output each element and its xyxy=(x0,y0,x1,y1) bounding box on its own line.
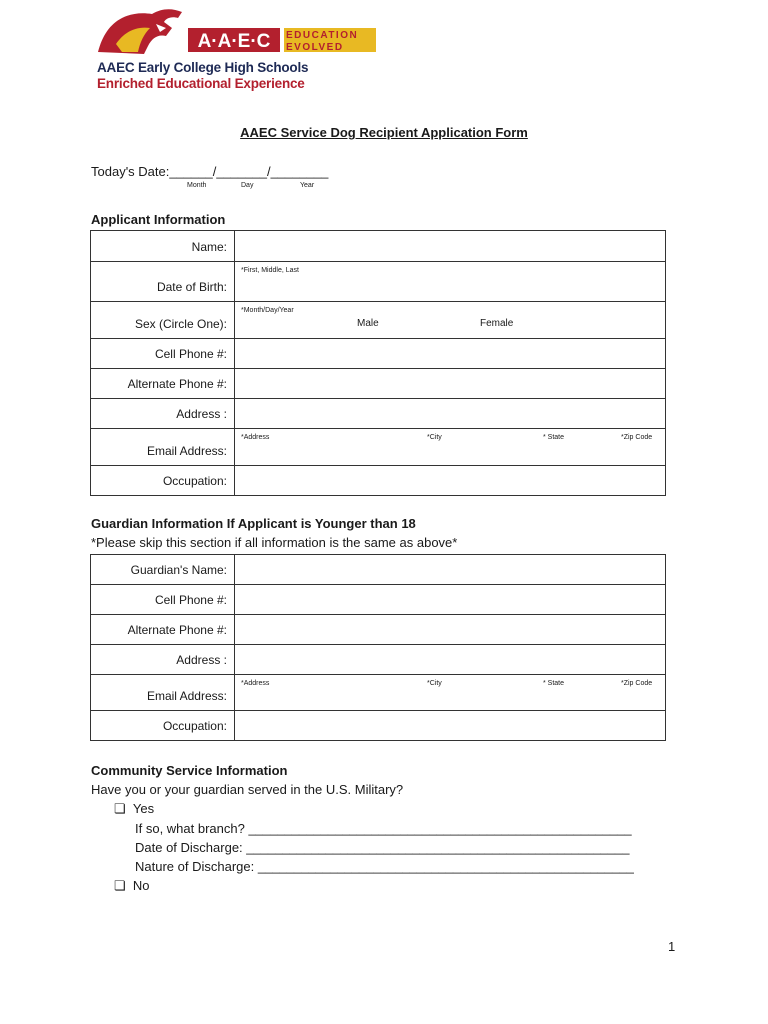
table-row xyxy=(91,262,666,302)
guardian-address-hint: *Address xyxy=(241,680,270,687)
discharge-date-field[interactable]: Date of Discharge: _____________________________________________________ xyxy=(135,840,630,855)
occupation-label: Occupation: xyxy=(91,466,235,496)
name-label: Name: xyxy=(91,231,235,262)
guardian-email-field[interactable] xyxy=(235,675,666,711)
table-row xyxy=(91,711,666,741)
guardian-occupation-field[interactable] xyxy=(235,711,666,741)
guardian-note: *Please skip this section if all information is the same as above* xyxy=(91,535,458,550)
applicant-table xyxy=(90,230,666,496)
page-number: 1 xyxy=(668,939,676,954)
applicant-heading: Applicant Information xyxy=(91,212,226,227)
horse-head-icon xyxy=(98,9,182,54)
dob-hint: *Month/Day/Year xyxy=(241,307,294,314)
community-heading: Community Service Information xyxy=(91,763,288,778)
svg-text:A·A·E·C: A·A·E·C xyxy=(197,31,271,52)
table-row xyxy=(91,555,666,585)
cell-phone-label: Cell Phone #: xyxy=(91,339,235,369)
form-title: AAEC Service Dog Recipient Application Form xyxy=(240,125,528,140)
aaec-logo xyxy=(96,6,386,56)
guardian-address-label: Address : xyxy=(91,645,235,675)
school-name: AAEC Early College High Schools xyxy=(97,60,309,75)
table-row xyxy=(91,231,666,262)
dob-label: Date of Birth: xyxy=(91,262,235,302)
table-row xyxy=(91,585,666,615)
alt-phone-field[interactable] xyxy=(235,369,666,399)
guardian-name-label: Guardian's Name: xyxy=(91,555,235,585)
guardian-alt-label: Alternate Phone #: xyxy=(91,615,235,645)
svg-text:EVOLVED: EVOLVED xyxy=(286,42,344,53)
address-field[interactable] xyxy=(235,399,666,429)
table-row xyxy=(91,369,666,399)
guardian-cell-label: Cell Phone #: xyxy=(91,585,235,615)
guardian-table xyxy=(90,554,666,741)
checkbox-icon: ❏ xyxy=(114,878,126,893)
no-checkbox[interactable] xyxy=(114,878,150,894)
sex-option-female[interactable]: Female xyxy=(480,318,514,329)
guardian-address-field[interactable] xyxy=(235,645,666,675)
date-day-hint: Day xyxy=(241,182,254,189)
guardian-name-field[interactable] xyxy=(235,555,666,585)
guardian-city-hint: *City xyxy=(427,680,442,687)
table-row xyxy=(91,645,666,675)
branch-field[interactable]: If so, what branch? _____________________________________________________ xyxy=(135,821,632,836)
guardian-alt-field[interactable] xyxy=(235,615,666,645)
yes-label: Yes xyxy=(132,801,155,816)
state-hint: * State xyxy=(543,434,565,441)
address-hint: *Address xyxy=(241,434,270,441)
guardian-occupation-label: Occupation: xyxy=(91,711,235,741)
table-row xyxy=(91,429,666,466)
guardian-heading: Guardian Information If Applicant is Younger than 18 xyxy=(91,516,416,531)
guardian-cell-field[interactable] xyxy=(235,585,666,615)
table-row xyxy=(91,339,666,369)
email-label: Email Address: xyxy=(91,429,235,466)
table-row xyxy=(91,466,666,496)
military-question: Have you or your guardian served in the U.S. Military? xyxy=(91,782,404,797)
sex-label: Sex (Circle One): xyxy=(91,302,235,339)
email-field[interactable] xyxy=(235,429,666,466)
zip-hint: *Zip Code xyxy=(621,434,653,441)
todays-date-field[interactable]: Today's Date:______/_______/________ xyxy=(91,164,329,179)
occupation-field[interactable] xyxy=(235,466,666,496)
date-year-hint: Year xyxy=(300,182,315,189)
cell-phone-field[interactable] xyxy=(235,339,666,369)
dob-field[interactable] xyxy=(235,262,666,302)
date-month-hint: Month xyxy=(187,182,207,189)
address-label: Address : xyxy=(91,399,235,429)
svg-text:EDUCATION: EDUCATION xyxy=(286,30,359,41)
alt-phone-label: Alternate Phone #: xyxy=(91,369,235,399)
guardian-state-hint: * State xyxy=(543,680,565,687)
table-row xyxy=(91,302,666,339)
table-row xyxy=(91,399,666,429)
sex-option-male[interactable]: Male xyxy=(357,318,379,329)
discharge-nature-field[interactable]: Nature of Discharge: ____________________________________________________ xyxy=(135,859,634,874)
school-tagline: Enriched Educational Experience xyxy=(97,76,305,91)
city-hint: *City xyxy=(427,434,442,441)
name-field[interactable] xyxy=(235,231,666,262)
sex-field xyxy=(235,302,666,339)
name-hint: *First, Middle, Last xyxy=(241,267,299,274)
checkbox-icon: ❏ xyxy=(114,801,126,816)
guardian-zip-hint: *Zip Code xyxy=(621,680,653,687)
guardian-email-label: Email Address: xyxy=(91,675,235,711)
table-row xyxy=(91,675,666,711)
table-row xyxy=(91,615,666,645)
yes-checkbox[interactable] xyxy=(114,801,154,817)
no-label: No xyxy=(132,878,150,893)
